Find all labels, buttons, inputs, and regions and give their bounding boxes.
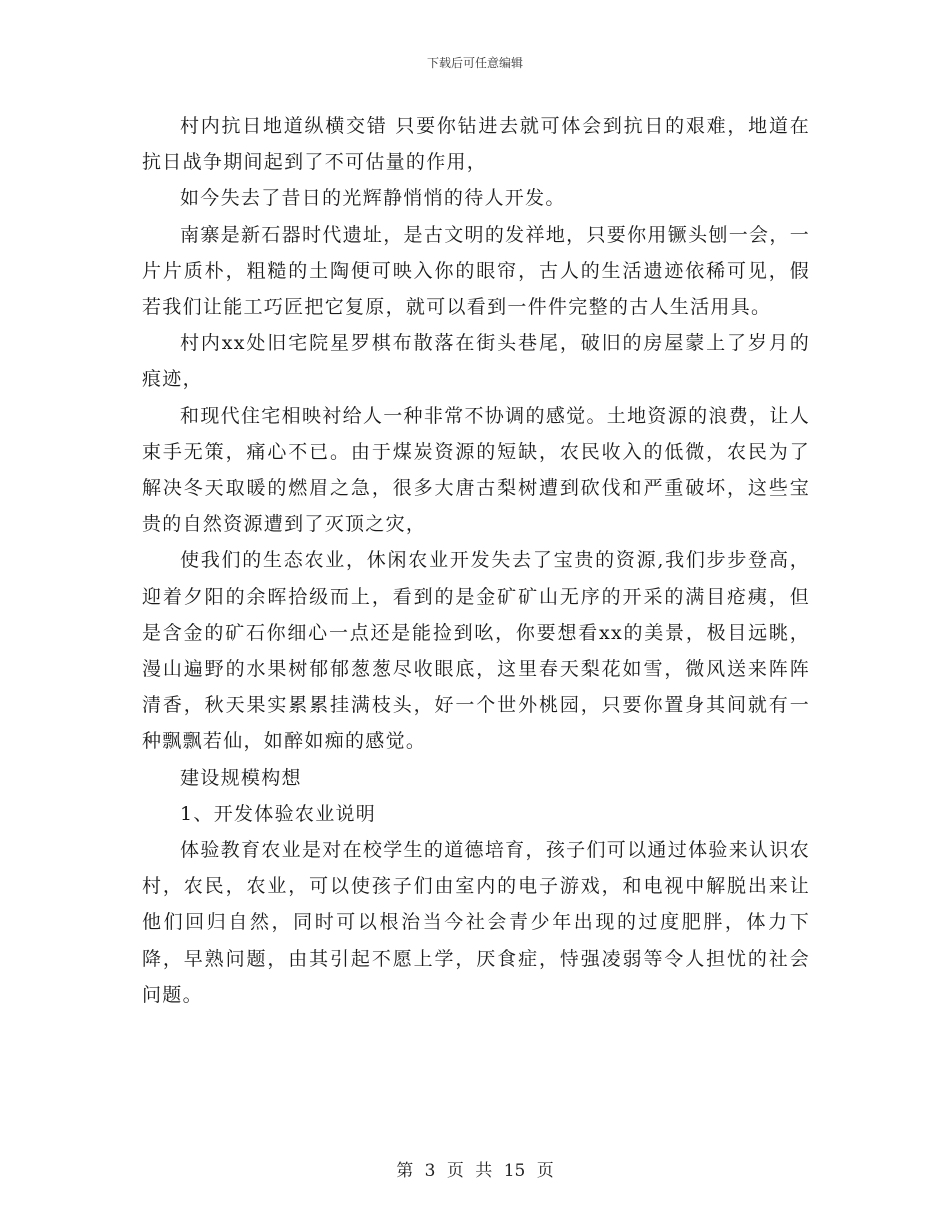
paragraph-scenery: 使我们的生态农业，休闲农业开发失去了宝贵的资源,我们步步登高，迎着夕阳的余晖拾级而上，看到的是金矿矿山无序的开采的满目疮痍，但是含金的矿石你细心一点还是能捡到吆，你要想看xx的美景，极目远眺，漫山遍野的水果树郁郁葱葱尽收眼底，这里春天梨花如雪，微风送来阵阵清香，秋天果实累累挂满枝头，好一个世外桃园，只要你置身其间就有一种飘飘若仙，如醉如痴的感觉。 [142, 549, 810, 753]
paragraph-old-houses: 村内xx处旧宅院星罗棋布散落在街头巷尾，破旧的房屋蒙上了岁月的痕迹， [142, 332, 810, 391]
paragraph-resources: 和现代住宅相映衬给人一种非常不协调的感觉。土地资源的浪费，让人束手无策，痛心不已。由于煤炭资源的短缺，农民收入的低微，农民为了解决冬天取暖的燃眉之急，很多大唐古梨树遭到砍伐和严重破坏，这些宝贵的自然资源遭到了灭顶之灾， [142, 404, 810, 536]
document-body [142, 108, 810, 1013]
paragraph-nanzhai: 南寨是新石器时代遗址，是古文明的发祥地，只要你用镢头刨一会，一片片质朴，粗糙的土陶便可映入你的眼帘，古人的生活遗迹依稀可见，假若我们让能工巧匠把它复原，就可以看到一件件完整的古人生活用具。 [142, 223, 810, 319]
page-number: 第 3 页 共 15 页 [396, 1161, 554, 1181]
paragraph-glory: 如今失去了昔日的光辉静悄悄的待人开发。 [180, 187, 566, 210]
section-heading-plan: 建设规模构想 [180, 766, 302, 789]
subsection-heading-experience: 1、开发体验农业说明 [180, 802, 377, 825]
paragraph-education: 体验教育农业是对在校学生的道德培育，孩子们可以通过体验来认识农村，农民，农业，可以使孩子们由室内的电子游戏，和电视中解脱出来让他们回归自然，同时可以根治当今社会青少年出现的过度肥胖，体力下降，早熟问题，由其引起不愿上学，厌食症，恃强凌弱等令人担忧的社会问题。 [142, 839, 810, 1006]
paragraph-tunnels: 村内抗日地道纵横交错 只要你钻进去就可体会到抗日的艰难，地道在抗日战争期间起到了不可估量的作用， [142, 115, 810, 174]
page-header: 下载后可任意编辑 [426, 56, 523, 70]
